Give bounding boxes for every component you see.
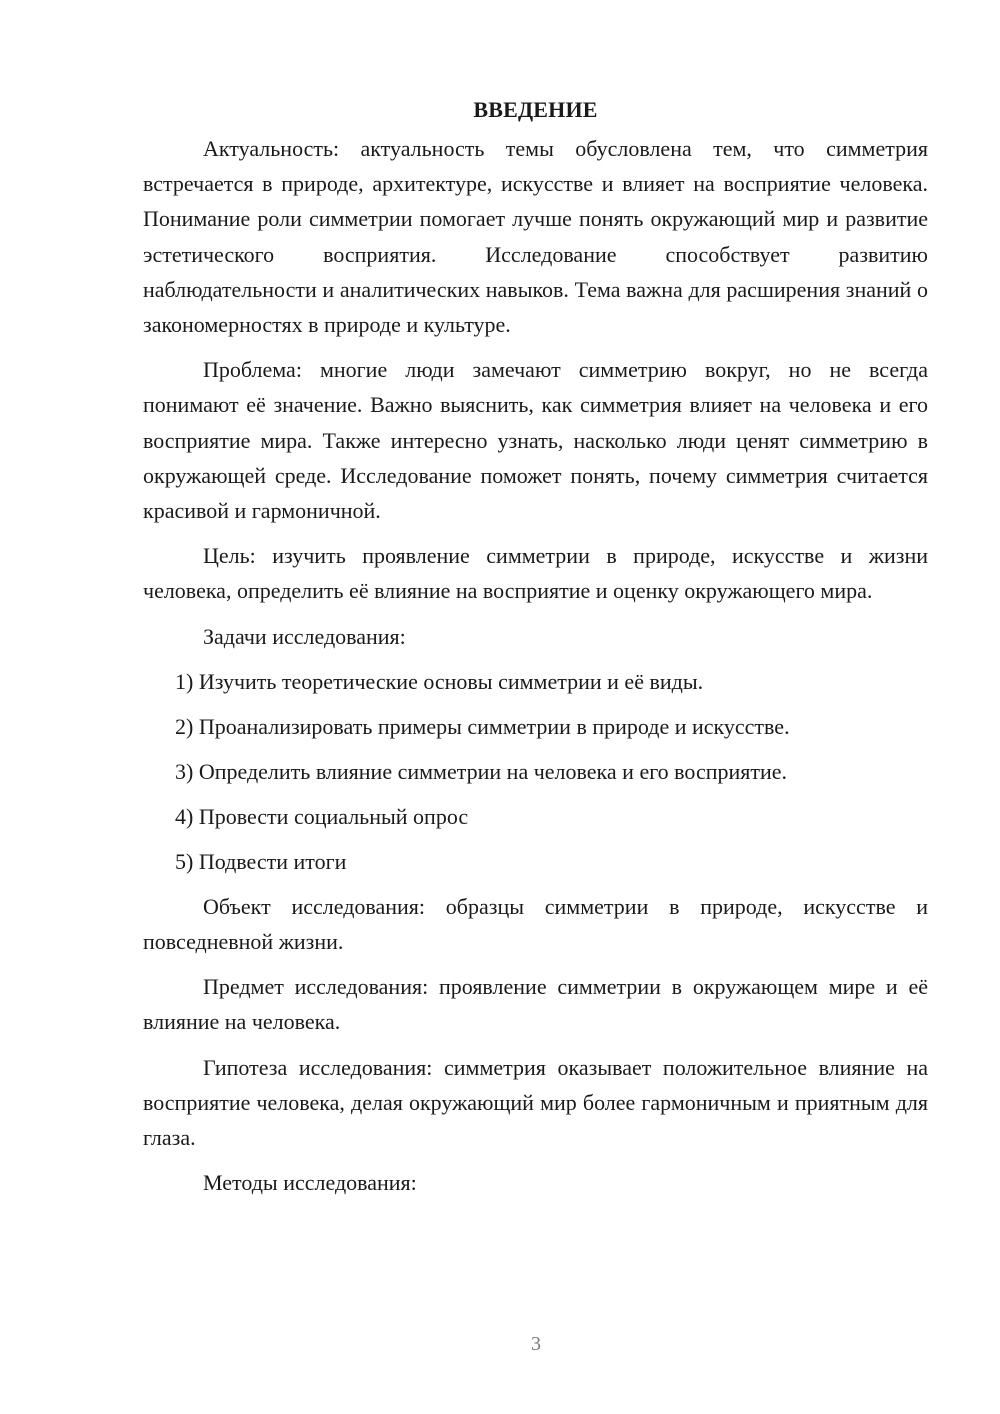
goal-paragraph: Цель: изучить проявление симметрии в природе, искусстве и жизни человека, определить её влияние на восприятие и оценку окружающего мира.	[143, 543, 928, 604]
list-item: 4) Провести социальный опрос	[175, 803, 469, 829]
list-item: 3) Определить влияние симметрии на человека и его восприятие.	[175, 758, 788, 784]
document-page	[143, 92, 928, 1210]
tasks-heading: Задачи исследования:	[203, 623, 406, 649]
problem-paragraph: Проблема: многие люди замечают симметрию вокруг, но не всегда понимают её значение. Важно выяснить, как симметрия влияет на человека и его восприятие мира. Также интересно узнать, насколько люди ценят симметрию в окружающей среде. Исследование поможет понять, почему симметрия считается красивой и гармоничной.	[143, 357, 928, 524]
page-number: 3	[531, 1333, 541, 1355]
hypothesis-paragraph: Гипотеза исследования: симметрия оказывает положительное влияние на восприятие человека, делая окружающий мир более гармоничным и приятным для глаза.	[143, 1054, 928, 1151]
methods-heading: Методы исследования:	[203, 1170, 417, 1196]
list-item: 2) Проанализировать примеры симметрии в природе и искусстве.	[175, 713, 790, 739]
page-title: ВВЕДЕНИЕ	[473, 97, 598, 122]
list-item: 5) Подвести итоги	[175, 848, 347, 874]
object-paragraph: Объект исследования: образцы симметрии в природе, искусстве и повседневной жизни.	[143, 893, 928, 955]
relevance-paragraph: Актуальность: актуальность темы обусловлена тем, что симметрия встречается в природе, архитектуре, искусстве и влияет на восприятие человека. Понимание роли симметрии помогает лучше понять окружающий мир и развитие эстетического восприятия. Исследование способствует развитию наблюдательности и аналитических навыков. Тема важна для расширения знаний о закономерностях в природе и культуре.	[143, 136, 928, 338]
tasks-list	[143, 664, 928, 879]
list-item: 1) Изучить теоретические основы симметрии и её виды.	[175, 668, 704, 694]
subject-paragraph: Предмет исследования: проявление симметрии в окружающем мире и её влияние на человека.	[143, 974, 928, 1035]
